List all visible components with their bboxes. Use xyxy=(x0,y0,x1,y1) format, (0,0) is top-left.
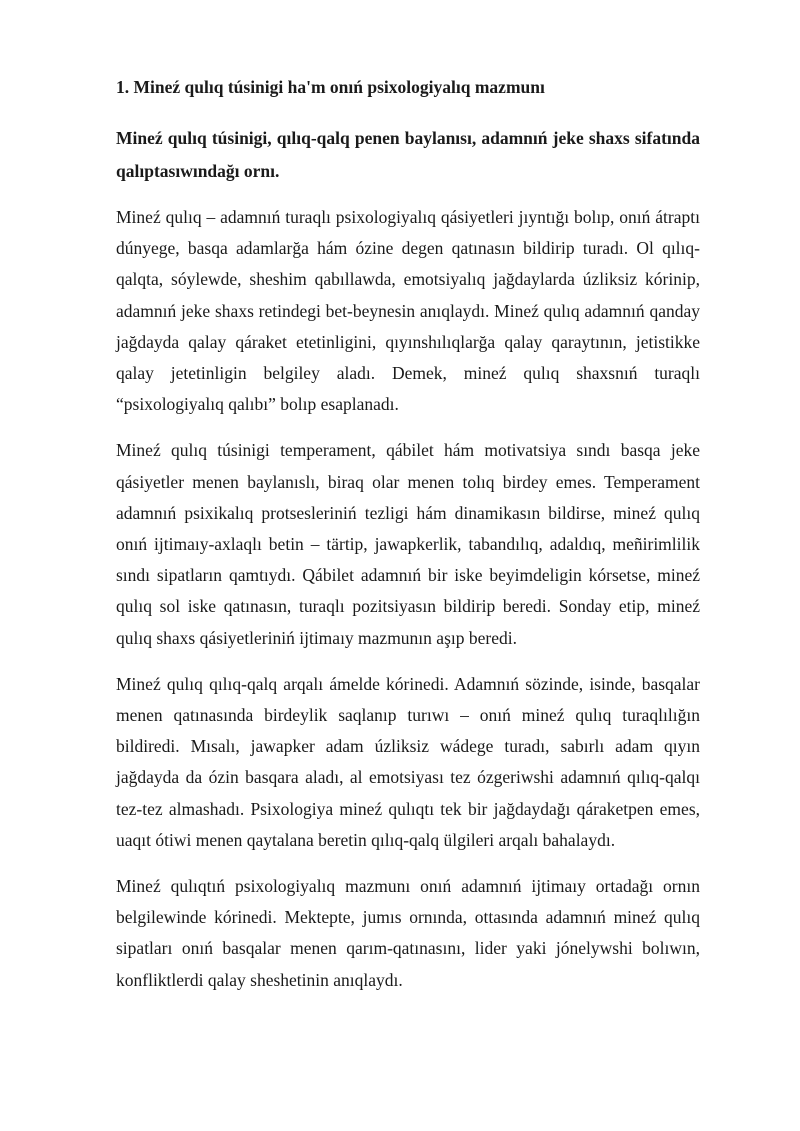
section-subtitle: Mineź qulıq túsinigi, qılıq-qalq penen baylanısı, adamnıń jeke shaxs sifatında qalıptasıwındağı ornı. xyxy=(116,128,700,181)
paragraph-3: Mineź qulıq qılıq-qalq arqalı ámelde kórinedi. Adamnıń sözinde, isinde, basqalar menen qatınasında birdeylik saqlanıp turıwı – onıń mineź qulıq turaqlılığın bildiredi. Mısalı, jawapker adam úzliksiz wádege turadı, sabırlı adam qıyın jağdayda da ózin basqara aladı, al emotsiyası tez ózgeriwshi adamnıń qılıq-qalqı tez-tez almashadı. Psixologiya mineź qulıqtı tek bir jağdaydağı qáraketpen emes, uaqıt ótiwi menen qaytalana beretin qılıq-qalq ülgileri arqalı bahalaydı. xyxy=(116,673,700,850)
paragraph-4: Mineź qulıqtıń psixologiyalıq mazmunı onıń adamnıń ijtimaıy ortadağı ornın belgilewinde kórinedi. Mektepte, jumıs ornında, ottasında adamnıń mineź qulıq sipatları onıń basqalar menen qarım-qatınasını, lider yaki jónelywshi bolıwın, konfliktlerdi qalay sheshetinin anıqlaydı. xyxy=(116,876,700,990)
document-page xyxy=(116,74,700,1011)
paragraph-2: Mineź qulıq túsinigi temperament, qábilet hám motivatsiya sındı basqa jeke qásiyetler menen baylanıslı, biraq olar menen tolıq birdey emes. Temperament adamnıń psixikalıq protsesleriniń tezligi hám dinamikasın bildirse, mineź qulıq onıń ijtimaıy-axlaqlı betin – tärtip, jawapkerlik, tabandılıq, adaldıq, meñirimlilik sındı sipatların qamtıydı. Qábilet adamnıń bir iske beyimdeligin kórsetse, mineź qulıq sol iske qatınasın, turaqlı pozitsiyasın bildirip beredi. Sonday etip, mineź qulıq shaxs qásiyetleriniń ijtimaıy mazmunın aşıp beredi. xyxy=(116,440,700,648)
paragraph-1: Mineź qulıq – adamnıń turaqlı psixologiyalıq qásiyetleri jıyntığı bolıp, onıń átraptı dúnyege, basqa adamlarğa hám ózine degen qatınasın bildirip turadı. Ol qılıq-qalqta, sóylewde, sheshim qabıllawda, emotsiyalıq jağdaylarda úzliksiz kórinip, adamnıń jeke shaxs retindegi bet-beynesin anıqlaydı. Mineź qulıq adamnıń qanday jağdayda qalay qáraket etetinligini, qıyınshılıqlarğa qalay qaraytının, jetistikke qalay jetetinligin belgiley aladı. Demek, mineź qulıq shaxsnıń turaqlı “psixologiyalıq qalıbı” bolıp esaplanadı. xyxy=(116,207,700,415)
section-title: 1. Mineź qulıq túsinigi ha'm onıń psixologiyalıq mazmunı xyxy=(116,77,545,97)
